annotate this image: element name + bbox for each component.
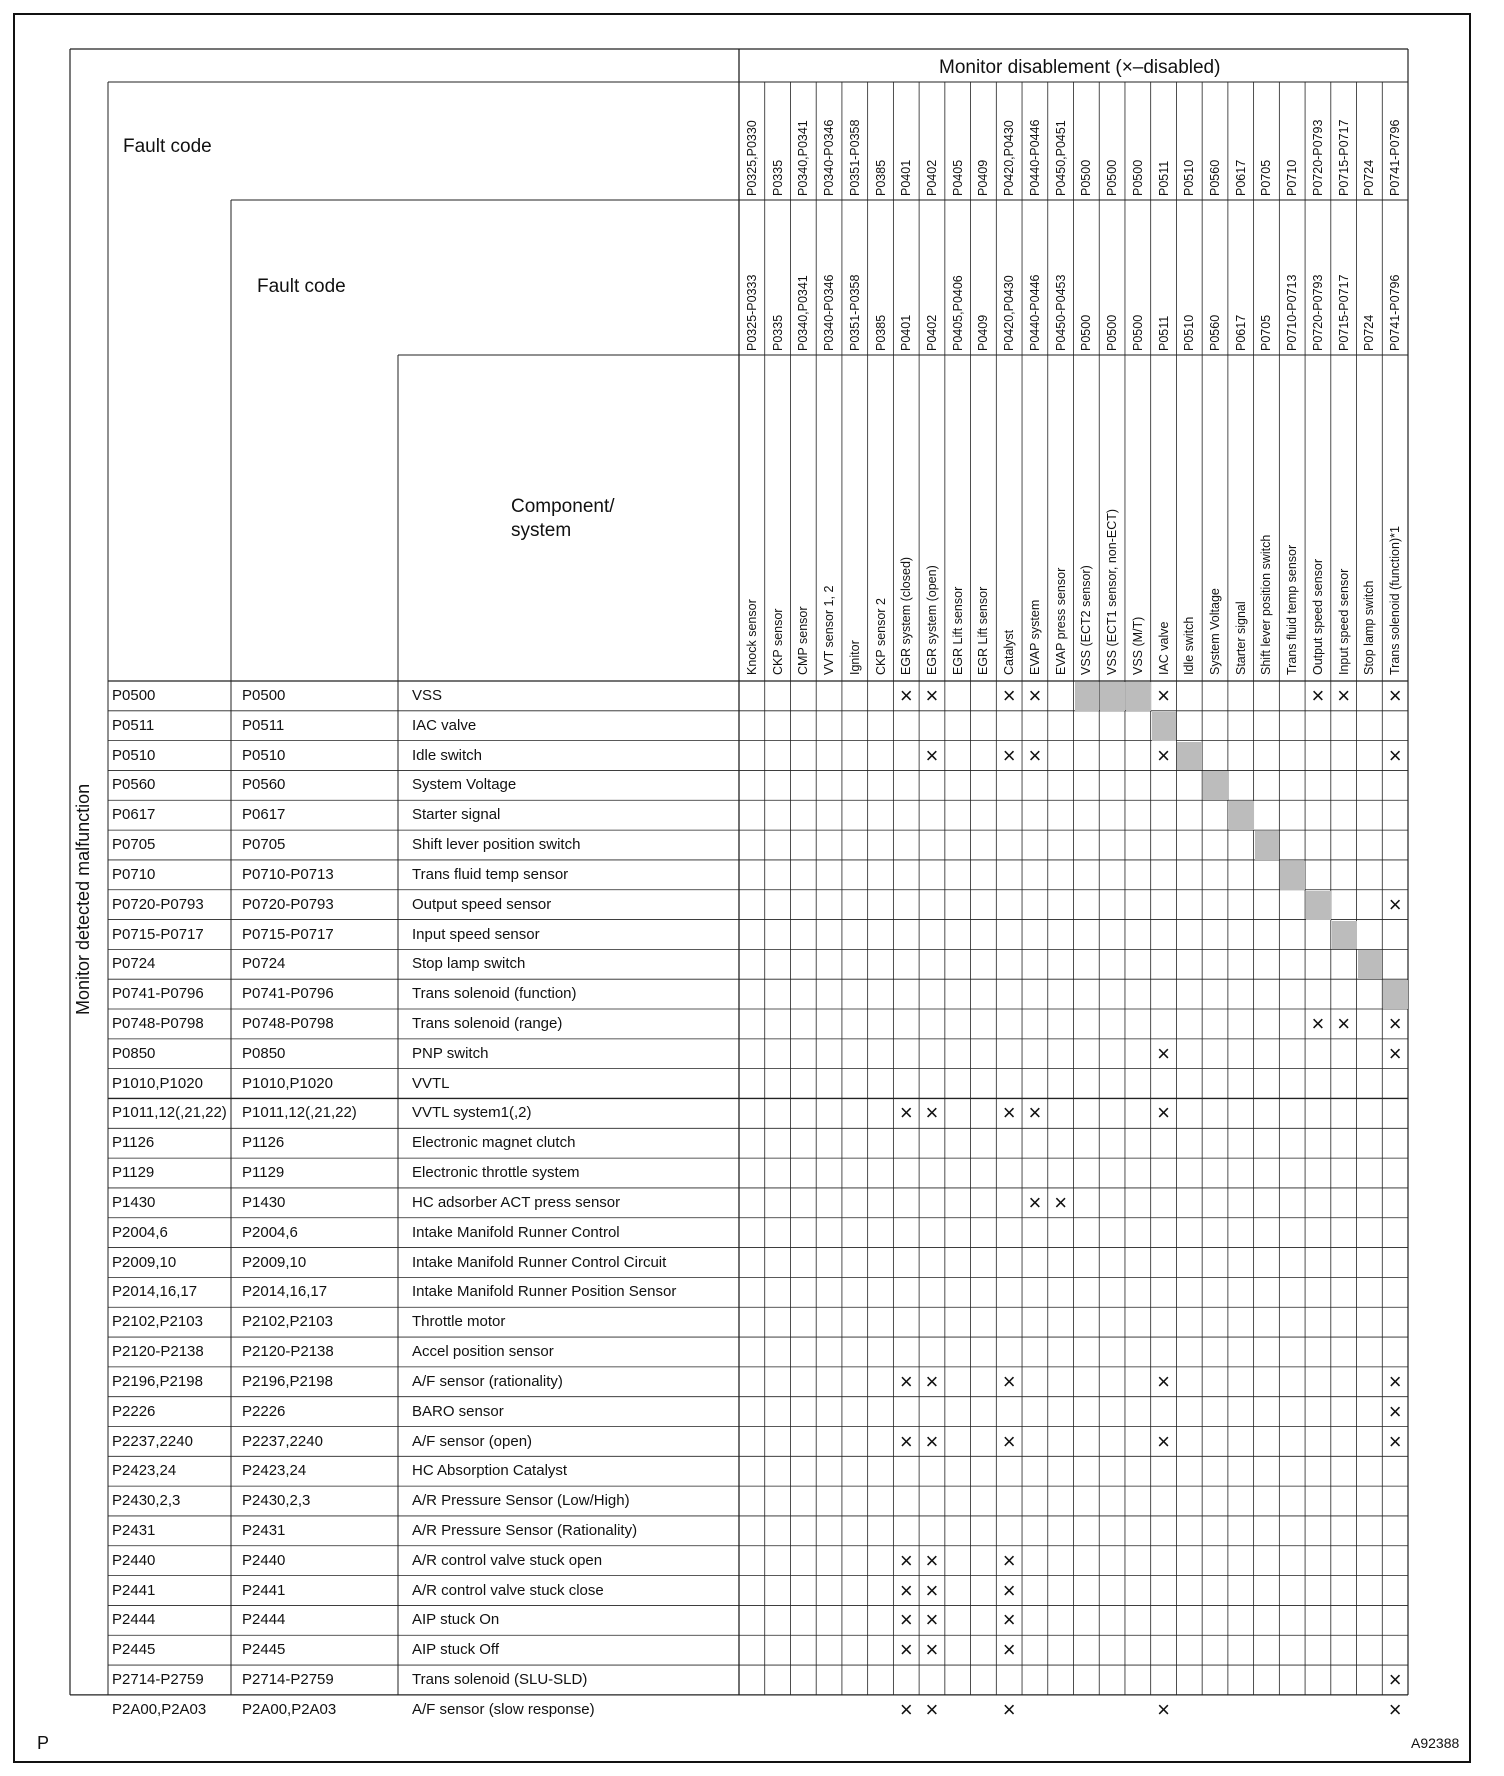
column-code2-label: P0510 <box>1182 314 1197 351</box>
row-fault-code-1: P2441 <box>112 1581 156 1599</box>
disabled-mark: × <box>925 1368 939 1394</box>
row-fault-code-1: P0705 <box>112 836 156 854</box>
disabled-mark: × <box>1388 1011 1402 1037</box>
row-fault-code-2: P0741-P0796 <box>242 985 334 1003</box>
column-code1-label: P0340-P0346 <box>822 119 837 196</box>
column-code2-label: P0402 <box>924 314 939 351</box>
column-code1-label: P0402 <box>924 159 939 196</box>
column-code1-label: P0500 <box>1130 159 1145 196</box>
disabled-mark: × <box>1028 1189 1042 1215</box>
row-component: HC adsorber ACT press sensor <box>412 1193 621 1211</box>
row-fault-code-1: P0710 <box>112 865 156 883</box>
disabled-mark: × <box>1028 1100 1042 1126</box>
row-fault-code-2: P0705 <box>242 836 286 854</box>
row-fault-code-1: P2431 <box>112 1521 156 1539</box>
row-fault-code-1: P1126 <box>112 1134 155 1152</box>
row-component: Electronic magnet clutch <box>412 1134 576 1152</box>
row-fault-code-2: P2196,P2198 <box>242 1372 333 1390</box>
disabled-mark: × <box>1388 1428 1402 1454</box>
disabled-mark: × <box>1157 742 1170 768</box>
column-code1-label: P0440-P0446 <box>1027 119 1042 196</box>
row-fault-code-2: P2226 <box>242 1402 286 1420</box>
column-code1-label: P0710 <box>1285 159 1300 196</box>
row-component: IAC valve <box>412 716 477 734</box>
disabled-mark: × <box>899 1577 913 1603</box>
row-fault-code-2: P2440 <box>242 1551 286 1569</box>
shaded-cell <box>1332 921 1357 950</box>
column-component-label: Catalyst <box>1002 629 1017 675</box>
shaded-cell <box>1229 801 1254 830</box>
column-component-label: Output speed sensor <box>1310 558 1325 675</box>
column-code1-label: P0705 <box>1259 159 1274 196</box>
row-fault-code-1: P2009,10 <box>112 1253 177 1271</box>
row-component: AIP stuck Off <box>412 1641 499 1659</box>
shaded-cell <box>1255 831 1280 860</box>
row-fault-code-1: P2440 <box>112 1551 156 1569</box>
shaded-cell <box>1152 712 1177 741</box>
disabled-mark: × <box>1157 1368 1170 1394</box>
column-code2-label: P0340-P0346 <box>822 274 837 351</box>
column-code1-label: P0510 <box>1182 159 1197 196</box>
disabled-mark: × <box>899 1637 913 1663</box>
row-fault-code-1: P0715-P0717 <box>112 925 204 943</box>
figure-id: A92388 <box>1411 1735 1460 1751</box>
column-code1-label: P0500 <box>1079 159 1094 196</box>
row-fault-code-2: P2430,2,3 <box>242 1492 311 1510</box>
disabled-mark: × <box>1002 1577 1016 1603</box>
row-component: A/F sensor (rationality) <box>412 1372 563 1390</box>
row-fault-code-1: P2430,2,3 <box>112 1492 181 1510</box>
row-fault-code-1: P2014,16,17 <box>112 1283 198 1301</box>
disabled-mark: × <box>1002 683 1016 708</box>
row-component: Accel position sensor <box>412 1343 554 1361</box>
column-code1-label: P0401 <box>899 159 914 196</box>
column-code1-label: P0511 <box>1156 160 1171 196</box>
column-code1-label: P0409 <box>976 159 991 196</box>
disabled-mark: × <box>1337 1011 1351 1037</box>
side-label: Monitor detected malfunction <box>73 783 93 1015</box>
row-fault-code-2: P2423,24 <box>242 1462 307 1480</box>
row-component: System Voltage <box>412 776 517 794</box>
disabled-mark: × <box>1388 1398 1402 1424</box>
disabled-mark: × <box>925 1428 939 1454</box>
row-fault-code-2: P2237,2240 <box>242 1432 323 1450</box>
disabled-mark: × <box>1002 1637 1016 1663</box>
column-code2-label: P0385 <box>873 314 888 351</box>
shaded-cell <box>1306 891 1331 920</box>
row-fault-code-1: P2445 <box>112 1641 156 1659</box>
row-component: Throttle motor <box>412 1313 506 1331</box>
shaded-cell <box>1100 682 1125 711</box>
row-component: Stop lamp switch <box>412 955 526 973</box>
disabled-mark: × <box>1002 1100 1016 1126</box>
disabled-mark: × <box>899 683 913 708</box>
column-code2-label: P0710-P0713 <box>1285 274 1300 351</box>
disabled-mark: × <box>1054 1189 1068 1215</box>
row-fault-code-2: P0560 <box>242 776 286 794</box>
disabled-mark: × <box>1157 1040 1170 1066</box>
row-fault-code-1: P0500 <box>112 687 156 704</box>
disabled-mark: × <box>1002 1696 1016 1722</box>
row-fault-code-2: P0500 <box>242 687 286 704</box>
column-component-label: Idle switch <box>1182 616 1197 675</box>
column-code2-label: P0440-P0446 <box>1027 274 1042 351</box>
row-fault-code-2: P0617 <box>242 806 286 824</box>
column-component-label: Trans solenoid (function)*1 <box>1388 526 1403 675</box>
column-code2-label: P0705 <box>1259 314 1274 351</box>
shaded-cell <box>1280 861 1305 890</box>
row-fault-code-2: P2009,10 <box>242 1253 307 1271</box>
row-fault-code-1: P2102,P2103 <box>112 1313 203 1331</box>
row-fault-code-1: P2423,24 <box>112 1462 177 1480</box>
column-code1-label: P0560 <box>1208 159 1223 196</box>
column-component-label: Trans fluid temp sensor <box>1285 544 1300 675</box>
row-fault-code-2: P0510 <box>242 746 286 764</box>
column-code1-label: P0340,P0341 <box>796 120 811 196</box>
disabled-mark: × <box>925 1607 939 1633</box>
row-component: A/R control valve stuck open <box>412 1551 603 1569</box>
disabled-mark: × <box>925 1100 939 1126</box>
row-fault-code-2: P0724 <box>242 955 286 973</box>
column-component-label: EGR Lift sensor <box>950 586 965 675</box>
row-component: VVTL <box>412 1074 450 1092</box>
row-fault-code-2: P0720-P0793 <box>242 895 334 913</box>
column-component-label: Ignitor <box>847 640 862 675</box>
document-frame <box>13 13 1471 1763</box>
column-component-label: VSS (M/T) <box>1130 616 1145 675</box>
row-component: Idle switch <box>412 746 483 764</box>
row-fault-code-2: P1129 <box>242 1164 285 1182</box>
column-component-label: CMP sensor <box>796 606 811 675</box>
row-component: Trans fluid temp sensor <box>412 865 569 883</box>
row-fault-code-2: P2444 <box>242 1611 286 1629</box>
row-fault-code-2: P2014,16,17 <box>242 1283 328 1301</box>
row-fault-code-2: P1126 <box>242 1134 285 1152</box>
row-fault-code-1: P0511 <box>112 716 155 734</box>
disabled-mark: × <box>1002 742 1016 768</box>
row-component: A/R Pressure Sensor (Rationality) <box>412 1521 638 1539</box>
column-code2-label: P0741-P0796 <box>1388 274 1403 351</box>
row-component: Intake Manifold Runner Control Circuit <box>412 1253 667 1271</box>
disabled-mark: × <box>1002 1547 1016 1573</box>
row-component: Output speed sensor <box>412 895 552 913</box>
row-component: Input speed sensor <box>412 925 540 943</box>
shaded-cell <box>1075 682 1100 711</box>
column-code1-label: P0741-P0796 <box>1388 119 1403 196</box>
row-fault-code-1: P2714-P2759 <box>112 1671 204 1689</box>
row-component: VSS <box>412 687 443 704</box>
row-fault-code-2: P2441 <box>242 1581 286 1599</box>
column-code2-label: P0720-P0793 <box>1310 274 1325 351</box>
row-fault-code-1: P0617 <box>112 806 156 824</box>
column-code1-label: P0724 <box>1362 159 1377 196</box>
column-code2-label: P0617 <box>1233 314 1248 351</box>
row-component: Electronic throttle system <box>412 1164 580 1182</box>
disabled-mark: × <box>899 1368 913 1394</box>
column-component-label: EGR Lift sensor <box>976 586 991 675</box>
row-component: BARO sensor <box>412 1402 504 1420</box>
row-fault-code-2: P2120-P2138 <box>242 1343 334 1361</box>
row-component: A/F sensor (slow response) <box>412 1700 595 1718</box>
table-grid-lines <box>15 15 1469 1761</box>
column-component-label: EVAP press sensor <box>1053 567 1068 675</box>
disabled-mark: × <box>899 1428 913 1454</box>
row-fault-code-2: P2714-P2759 <box>242 1671 334 1689</box>
column-code2-label: P0420,P0430 <box>1002 275 1017 351</box>
column-code2-label: P0724 <box>1362 314 1377 351</box>
row-fault-code-2: P0715-P0717 <box>242 925 334 943</box>
column-component-label: IAC valve <box>1156 621 1171 675</box>
column-code2-label: P0450-P0453 <box>1053 274 1068 351</box>
column-code1-label: P0335 <box>770 159 785 196</box>
row-fault-code-1: P2444 <box>112 1611 156 1629</box>
row-fault-code-1: P0724 <box>112 955 156 973</box>
disabled-mark: × <box>925 742 939 768</box>
disabled-mark: × <box>899 1547 913 1573</box>
disabled-mark: × <box>1311 1011 1325 1037</box>
row-fault-code-1: P0560 <box>112 776 156 794</box>
row-fault-code-1: P1011,12(,21,22) <box>112 1104 227 1122</box>
row-fault-code-1: P2196,P2198 <box>112 1372 203 1390</box>
shaded-cell <box>1177 742 1202 771</box>
disabled-mark: × <box>1157 683 1170 708</box>
row-fault-code-1: P0850 <box>112 1044 156 1062</box>
row-fault-code-1: P2A00,P2A03 <box>112 1700 207 1718</box>
column-code2-label: P0560 <box>1208 314 1223 351</box>
column-component-label: System Voltage <box>1208 588 1223 675</box>
column-component-label: Starter signal <box>1233 601 1248 675</box>
row-fault-code-1: P0741-P0796 <box>112 985 204 1003</box>
column-code2-label: P0500 <box>1130 314 1145 351</box>
column-code1-label: P0617 <box>1233 159 1248 196</box>
shaded-cell <box>1358 950 1383 979</box>
row-fault-code-1: P1430 <box>112 1193 156 1211</box>
shaded-cell <box>1203 771 1228 800</box>
disabled-mark: × <box>925 1637 939 1663</box>
disabled-mark: × <box>925 1696 939 1722</box>
disabled-mark: × <box>1388 1696 1402 1722</box>
disabled-mark: × <box>1388 683 1402 708</box>
column-code2-label: P0409 <box>976 314 991 351</box>
disabled-mark: × <box>1157 1100 1170 1126</box>
row-fault-code-1: P2004,6 <box>112 1223 168 1241</box>
disabled-mark: × <box>1002 1368 1016 1394</box>
row-component: A/F sensor (open) <box>412 1432 533 1450</box>
disabled-mark: × <box>899 1100 913 1126</box>
disabled-mark: × <box>899 1696 913 1722</box>
row-fault-code-2: P2A00,P2A03 <box>242 1700 337 1718</box>
row-component: Trans solenoid (function) <box>412 985 577 1003</box>
disabled-mark: × <box>1311 683 1325 708</box>
row-component: A/R Pressure Sensor (Low/High) <box>412 1492 630 1510</box>
column-code2-label: P0500 <box>1105 314 1120 351</box>
row-fault-code-2: P0850 <box>242 1044 286 1062</box>
column-code1-label: P0500 <box>1105 159 1120 196</box>
row-fault-code-2: P2102,P2103 <box>242 1313 333 1331</box>
column-code2-label: P0405,P0406 <box>950 275 965 351</box>
column-component-label: CKP sensor <box>770 608 785 675</box>
column-component-label: VSS (ECT2 sensor) <box>1079 565 1094 675</box>
row-fault-code-1: P2237,2240 <box>112 1432 193 1450</box>
column-component-label: EGR system (closed) <box>899 556 914 675</box>
column-code2-label: P0401 <box>899 314 914 351</box>
column-code1-label: P0715-P0717 <box>1336 119 1351 196</box>
column-code2-label: P0335 <box>770 314 785 351</box>
row-component: Trans solenoid (range) <box>412 1015 563 1033</box>
disabled-mark: × <box>1002 1607 1016 1633</box>
disabled-mark: × <box>1388 891 1402 917</box>
row-fault-code-2: P0710-P0713 <box>242 865 334 883</box>
disabled-mark: × <box>1157 1428 1170 1454</box>
row-fault-code-1: P0748-P0798 <box>112 1015 204 1033</box>
fault-code-inner-label: Fault code <box>257 276 346 297</box>
column-code1-label: P0351-P0358 <box>847 119 862 196</box>
column-code1-label: P0420,P0430 <box>1002 120 1017 196</box>
row-component: Trans solenoid (SLU-SLD) <box>412 1671 588 1689</box>
footer-left-code: P <box>37 1733 50 1753</box>
disabled-mark: × <box>925 1547 939 1573</box>
shaded-cell <box>1383 980 1408 1009</box>
row-fault-code-2: P1430 <box>242 1193 286 1211</box>
column-component-label: VSS (ECT1 sensor, non-ECT) <box>1105 508 1120 675</box>
disabled-mark: × <box>1337 683 1351 708</box>
column-code1-label: P0325,P0330 <box>744 120 759 196</box>
disabled-mark: × <box>1028 683 1042 708</box>
row-component: HC Absorption Catalyst <box>412 1462 568 1480</box>
row-fault-code-1: P0510 <box>112 746 156 764</box>
column-code1-label: P0385 <box>873 159 888 196</box>
disabled-mark: × <box>1002 1428 1016 1454</box>
row-fault-code-1: P1129 <box>112 1164 155 1182</box>
row-fault-code-1: P2120-P2138 <box>112 1343 204 1361</box>
column-code1-label: P0450,P0451 <box>1053 120 1068 196</box>
monitor-disablement-title: Monitor disablement (×–disabled) <box>939 57 1221 78</box>
row-component: AIP stuck On <box>412 1611 500 1629</box>
row-fault-code-2: P1010,P1020 <box>242 1074 333 1092</box>
fault-code-outer-label: Fault code <box>123 136 212 157</box>
column-component-label: Knock sensor <box>744 599 759 675</box>
disabled-mark: × <box>1388 1368 1402 1394</box>
row-fault-code-2: P0511 <box>242 716 285 734</box>
column-component-label: Stop lamp switch <box>1362 580 1377 675</box>
column-code2-label: P0500 <box>1079 314 1094 351</box>
disabled-mark: × <box>925 1577 939 1603</box>
disabled-mark: × <box>1028 742 1042 768</box>
column-code2-label: P0715-P0717 <box>1336 274 1351 351</box>
disabled-mark: × <box>1388 1040 1402 1066</box>
row-fault-code-2: P2431 <box>242 1521 286 1539</box>
column-component-label: EGR system (open) <box>924 565 939 675</box>
disabled-mark: × <box>1388 1667 1402 1693</box>
row-component: Intake Manifold Runner Position Sensor <box>412 1283 677 1301</box>
row-component: Intake Manifold Runner Control <box>412 1223 620 1241</box>
row-fault-code-1: P1010,P1020 <box>112 1074 203 1092</box>
row-fault-code-2: P0748-P0798 <box>242 1015 334 1033</box>
column-component-label: CKP sensor 2 <box>873 598 888 675</box>
row-fault-code-2: P1011,12(,21,22) <box>242 1104 357 1122</box>
disabled-mark: × <box>925 683 939 708</box>
row-fault-code-2: P2445 <box>242 1641 286 1659</box>
column-code2-label: P0511 <box>1156 315 1171 351</box>
disabled-mark: × <box>1388 742 1402 768</box>
disabled-mark: × <box>899 1607 913 1633</box>
column-code1-label: P0720-P0793 <box>1310 119 1325 196</box>
row-fault-code-2: P2004,6 <box>242 1223 298 1241</box>
column-component-label: EVAP system <box>1027 599 1042 675</box>
row-component: VVTL system1(,2) <box>412 1104 532 1122</box>
row-component: Starter signal <box>412 806 501 824</box>
column-code2-label: P0340,P0341 <box>796 275 811 351</box>
column-code1-label: P0405 <box>950 159 965 196</box>
disabled-mark: × <box>1157 1696 1170 1722</box>
row-component: Shift lever position switch <box>412 836 581 854</box>
row-fault-code-1: P0720-P0793 <box>112 895 204 913</box>
column-component-label: Input speed sensor <box>1336 568 1351 675</box>
row-component: A/R control valve stuck close <box>412 1581 604 1599</box>
column-component-label: VVT sensor 1, 2 <box>822 585 837 675</box>
column-code2-label: P0351-P0358 <box>847 274 862 351</box>
shaded-cell <box>1126 682 1151 711</box>
column-component-label: Shift lever position switch <box>1259 534 1274 675</box>
row-fault-code-1: P2226 <box>112 1402 156 1420</box>
row-component: PNP switch <box>412 1044 489 1062</box>
component-system-label: Component/ system <box>511 496 615 541</box>
column-code2-label: P0325-P0333 <box>744 274 759 351</box>
